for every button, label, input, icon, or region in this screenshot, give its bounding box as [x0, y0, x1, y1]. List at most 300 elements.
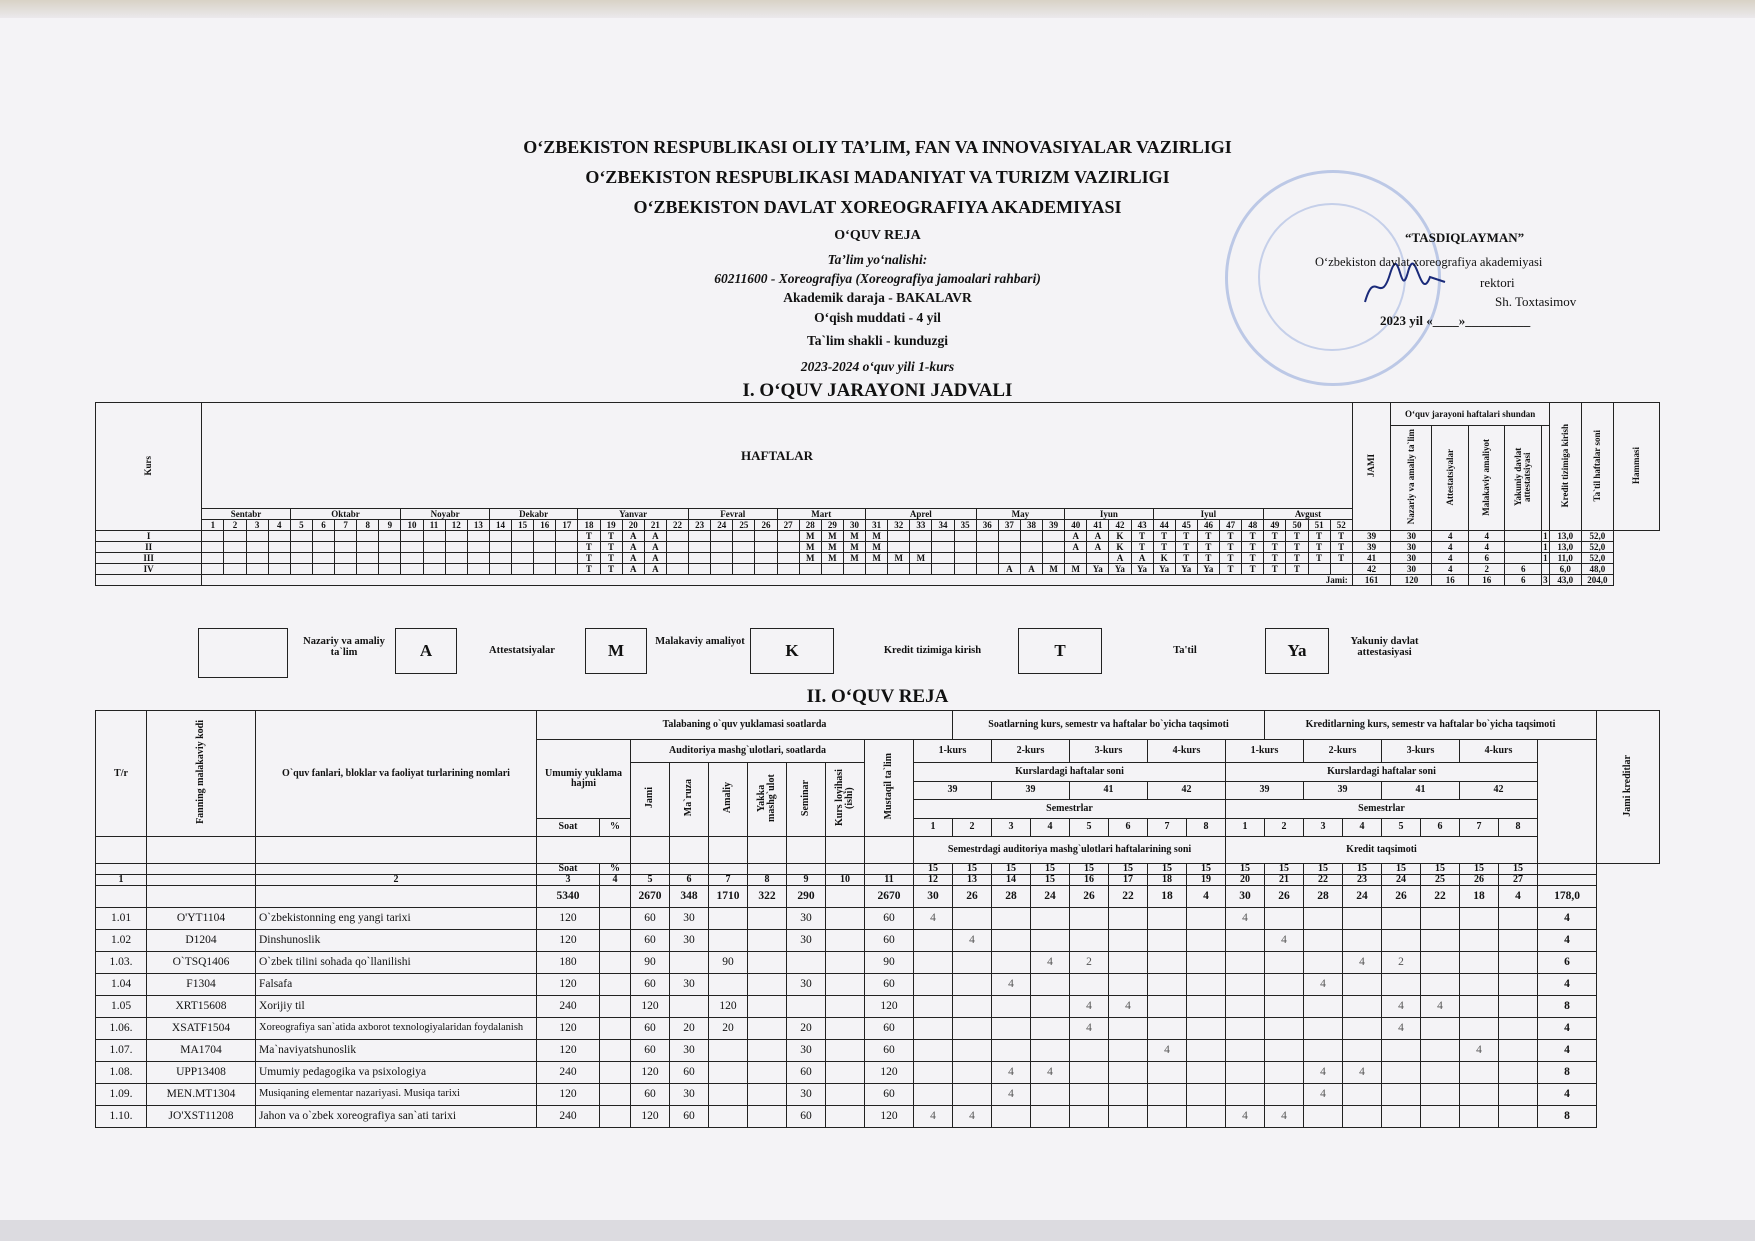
sem-hours-cell — [1031, 974, 1070, 996]
schedule-cell: Ya — [1131, 564, 1153, 575]
schedule-cell — [1043, 531, 1065, 542]
sem-hours-cell — [1031, 1084, 1070, 1106]
schedule-cell — [976, 553, 998, 564]
semestr-cell: 7 — [1148, 818, 1187, 837]
seminar-cell: 30 — [787, 974, 826, 996]
code-cell: JO'XST11208 — [147, 1106, 256, 1128]
schedule-cell: A — [1087, 542, 1109, 553]
subject-row — [96, 1062, 1660, 1084]
mustaqil-cell: 60 — [865, 1040, 914, 1062]
colnum-cell: 6 — [670, 875, 709, 886]
total-pct — [600, 886, 631, 908]
jami-kr-cell: 4 — [1538, 1084, 1597, 1106]
schedule-cell — [888, 564, 910, 575]
schedule-cell — [1043, 542, 1065, 553]
tr-cell: 1.10. — [96, 1106, 147, 1128]
subject-name-cell: Xoreografiya san`atida axborot texnologiyalaridan foydalanish — [256, 1018, 537, 1040]
kredit-cell: 1 — [1543, 552, 1548, 563]
sem-hours-cell — [1109, 974, 1148, 996]
blank-cell — [256, 886, 537, 908]
jami-kr-cell: 8 — [1538, 1062, 1597, 1084]
credits-header: Kreditlarning kurs, semestr va haftalar bo`yicha taqsimoti — [1265, 711, 1597, 740]
code-cell: XSATF1504 — [147, 1018, 256, 1040]
code-header — [147, 711, 256, 837]
semestr-cell: 2 — [1265, 818, 1304, 837]
sem-credit-cell — [1226, 1062, 1265, 1084]
sem-hours-cell: 4 — [1070, 1018, 1109, 1040]
approval-name: Sh. Toxtasimov — [1495, 294, 1577, 309]
sem-credit-cell — [1460, 952, 1499, 974]
schedule-cell: A — [1065, 531, 1087, 542]
sem-weeks-cell: 15 — [1031, 864, 1070, 875]
subject-row — [96, 1084, 1660, 1106]
schedule-cell: T — [1197, 531, 1219, 542]
summary-header: O‘quv jarayoni haftalari shundan — [1391, 403, 1549, 426]
sem-hours-cell — [1109, 930, 1148, 952]
schedule-cell: T — [1242, 564, 1264, 575]
week-number-cell: 51 — [1308, 520, 1330, 531]
month-cell: Fevral — [689, 509, 778, 520]
schedule-cell — [954, 564, 976, 575]
tr-cell: 1.07. — [96, 1040, 147, 1062]
month-cell: Oktabr — [290, 509, 401, 520]
schedule-cell — [467, 553, 489, 564]
sem-credit-cell: 4 — [1265, 930, 1304, 952]
schedule-cell: T — [578, 542, 600, 553]
blank-cell — [748, 837, 787, 864]
ministry-line-1: O‘ZBEKISTON RESPUBLIKASI OLIY TA’LIM, FAN VA INNOVASIYALAR VAZIRLIGI — [523, 137, 1232, 157]
semestr-cell: 6 — [1109, 818, 1148, 837]
blank-cell — [865, 864, 914, 875]
schedule-cell — [755, 542, 777, 553]
schedule-cell — [1308, 564, 1330, 575]
subject-row — [96, 974, 1660, 996]
schedule-cell — [290, 531, 312, 542]
total-lab: 322 — [748, 886, 787, 908]
colnum-cell: 9 — [787, 875, 826, 886]
direction-value: 60211600 - Xoreografiya (Xoreografiya jamoalari rahbari) — [714, 271, 1041, 286]
legend-label: Kredit tizimiga kirish — [883, 645, 982, 656]
schedule-cell: A — [644, 553, 666, 564]
schedule-cell — [401, 542, 423, 553]
pct-cell — [600, 1084, 631, 1106]
sem-credit-cell — [1460, 974, 1499, 996]
sem-hours-cell — [1187, 930, 1226, 952]
sem-credit-cell — [1382, 908, 1421, 930]
summary-col-header-text: Yakuniy davlat attestatsiyasi — [1513, 447, 1533, 507]
legend-box: Ya — [1265, 628, 1329, 674]
schedule-cell — [335, 531, 357, 542]
sem-hours-cell — [1148, 930, 1187, 952]
subject-row — [96, 952, 1660, 974]
schedule-cell — [910, 531, 932, 542]
week-number-cell: 46 — [1197, 520, 1219, 531]
schedule-cell — [1330, 564, 1352, 575]
sem-hours-cell: 4 — [953, 1106, 992, 1128]
approval-org: O‘zbekiston davlat xoreografiya akademiyasi — [1315, 255, 1543, 269]
tr-cell: 1.03. — [96, 952, 147, 974]
sem-hours-cell — [1109, 1084, 1148, 1106]
code-cell: MA1704 — [147, 1040, 256, 1062]
sem-hours-cell — [992, 1106, 1031, 1128]
schedule-cell: T — [600, 531, 622, 542]
schedule-row — [96, 531, 1660, 542]
sem-hours-cell — [1070, 1040, 1109, 1062]
sem-hours-cell — [992, 1018, 1031, 1040]
sem-hours-cell: 4 — [1109, 996, 1148, 1018]
schedule-cell — [689, 531, 711, 542]
week-number-cell: 16 — [534, 520, 556, 531]
week-number-cell: 22 — [666, 520, 688, 531]
sem-hours-cell: 4 — [1031, 1062, 1070, 1084]
hammasi-cell: 48,0 — [1581, 564, 1613, 575]
total-maruza: 348 — [670, 886, 709, 908]
sem-credit-cell — [1226, 996, 1265, 1018]
weeks-per-kurs-header: Kurslardagi haftalar soni — [1226, 763, 1538, 782]
sem-hours-cell — [1031, 1106, 1070, 1128]
sem-credit-cell — [1343, 1018, 1382, 1040]
sem-hours-cell — [1070, 1062, 1109, 1084]
sem-hours-cell — [1031, 930, 1070, 952]
schedule-cell: T — [1264, 531, 1286, 542]
schedule-cell — [445, 531, 467, 542]
maruza-header-text: Ma`ruza — [683, 779, 694, 817]
week-number-cell: 27 — [777, 520, 799, 531]
summary-col-header — [1432, 426, 1469, 531]
blank-cell — [537, 837, 631, 864]
attest-cell: 4 — [1432, 542, 1469, 553]
blank-cell — [709, 837, 748, 864]
jami-cell: 60 — [631, 908, 670, 930]
schedule-cell — [866, 564, 888, 575]
colnum-cell: 22 — [1304, 875, 1343, 886]
sem-hours-cell — [1187, 1106, 1226, 1128]
schedule-cell — [224, 531, 246, 542]
schedule-cell — [312, 564, 334, 575]
jami-cell: 120 — [631, 1062, 670, 1084]
sem-hours-cell — [1148, 1084, 1187, 1106]
malaka-cell: 2 — [1468, 564, 1505, 575]
pct-cell — [600, 908, 631, 930]
schedule-cell: T — [1330, 531, 1352, 542]
schedule-cell: T — [578, 531, 600, 542]
schedule-cell — [489, 542, 511, 553]
subject-row — [96, 908, 1660, 930]
hammasi-header — [1613, 403, 1659, 531]
sem-credit-cell — [1460, 908, 1499, 930]
hammasi-cell: 52,0 — [1581, 553, 1613, 564]
curriculum-table — [95, 710, 1660, 1128]
schedule-cell — [711, 542, 733, 553]
total-nazariy: 120 — [1391, 575, 1432, 586]
mustaqil-cell: 60 — [865, 930, 914, 952]
schedule-cell — [843, 564, 865, 575]
week-number-cell: 29 — [821, 520, 843, 531]
kurs-header: 3-kurs — [1070, 740, 1148, 763]
sem-credit-cell — [1382, 1106, 1421, 1128]
total-seminar: 290 — [787, 886, 826, 908]
schedule-cell — [512, 564, 534, 575]
sem-hours-cell — [953, 1084, 992, 1106]
schedule-cell: T — [1242, 553, 1264, 564]
subject-name-cell: Jahon va o`zbek xoreografiya san`ati tarixi — [256, 1106, 537, 1128]
lab-cell — [748, 996, 787, 1018]
kurs-loyiha-header — [826, 763, 865, 837]
schedule-cell — [489, 553, 511, 564]
blank-cell — [826, 837, 865, 864]
colnum-cell: 7 — [709, 875, 748, 886]
subject-name-cell: Musiqaning elementar nazariyasi. Musiqa tarixi — [256, 1084, 537, 1106]
summary-col-header — [1505, 426, 1542, 531]
kurs-header: 4-kurs — [1460, 740, 1538, 763]
total-soat: 5340 — [537, 886, 600, 908]
sem-credit-cell — [1382, 1040, 1421, 1062]
week-number-cell: 25 — [733, 520, 755, 531]
schedule-total-row — [96, 575, 1660, 586]
sem-hours-cell: 4 — [1070, 996, 1109, 1018]
schedule-cell — [202, 564, 224, 575]
schedule-cell — [976, 564, 998, 575]
kurs-loyiha-cell — [826, 1062, 865, 1084]
curriculum-header-row-7 — [96, 837, 1660, 864]
nazariy-cell: 30 — [1391, 564, 1432, 575]
seminar-header — [787, 763, 826, 837]
blank-cell — [147, 864, 256, 875]
schedule-cell — [335, 553, 357, 564]
sem-hours-cell — [1148, 996, 1187, 1018]
schedule-cell — [689, 564, 711, 575]
sem-credit-cell — [1460, 1084, 1499, 1106]
schedule-cell — [689, 553, 711, 564]
sem-credit-cell — [1499, 930, 1538, 952]
jami-header — [1352, 403, 1391, 531]
sem-credit-cell — [1226, 1084, 1265, 1106]
semestr-cell: 8 — [1499, 818, 1538, 837]
sem-credit-cell — [1499, 1062, 1538, 1084]
sem-credit-cell — [1460, 1106, 1499, 1128]
total-sem: 22 — [1109, 886, 1148, 908]
total-sem: 30 — [914, 886, 953, 908]
week-number-cell: 8 — [357, 520, 379, 531]
kurs-header: 1-kurs — [1226, 740, 1304, 763]
schedule-cell — [666, 531, 688, 542]
summary-col-header-text: Malakaviy amaliyot — [1481, 438, 1492, 516]
duration: O‘qish muddati - 4 yil — [814, 310, 941, 325]
mustaqil-cell: 90 — [865, 952, 914, 974]
sem-credit-cell — [1304, 996, 1343, 1018]
week-number-cell: 52 — [1330, 520, 1352, 531]
total-mustaqil: 2670 — [865, 886, 914, 908]
total-cr: 18 — [1460, 886, 1499, 908]
schedule-cell: T — [1131, 531, 1153, 542]
nazariy-cell: 30 — [1391, 553, 1432, 564]
sem-credit-cell — [1265, 908, 1304, 930]
tr-cell: 1.01 — [96, 908, 147, 930]
schedule-cell — [357, 531, 379, 542]
schedule-row — [96, 542, 1660, 553]
jami-cell: 90 — [631, 952, 670, 974]
code-cell: MEN.MT1304 — [147, 1084, 256, 1106]
sem-hours-cell — [1031, 1040, 1070, 1062]
schedule-cell: Ya — [1153, 564, 1175, 575]
subject-row — [96, 930, 1660, 952]
week-number-cell: 20 — [622, 520, 644, 531]
total-jami: 2670 — [631, 886, 670, 908]
lab-header-text: Yakka mashg`ulot — [756, 774, 777, 822]
subject-name-cell: O`zbekistonning eng yangi tarixi — [256, 908, 537, 930]
soat-cell: 120 — [537, 908, 600, 930]
sem-hours-cell — [914, 930, 953, 952]
schedule-cell: A — [1065, 542, 1087, 553]
colnum-cell: 21 — [1265, 875, 1304, 886]
summary-col-header — [1468, 426, 1505, 531]
schedule-cell: A — [1131, 553, 1153, 564]
sem-hours-cell — [1187, 908, 1226, 930]
maruza-cell: 60 — [670, 1106, 709, 1128]
maruza-cell: 30 — [670, 930, 709, 952]
legend-label: Attestatsiyalar — [489, 645, 555, 656]
schedule-cell — [910, 542, 932, 553]
sem-credit-cell — [1343, 1040, 1382, 1062]
colnum-cell: 19 — [1187, 875, 1226, 886]
sem-hours-cell — [992, 908, 1031, 930]
attest-cell: 4 — [1432, 531, 1469, 542]
seminar-cell: 60 — [787, 1106, 826, 1128]
maruza-cell — [670, 952, 709, 974]
colnum-cell: 15 — [1031, 875, 1070, 886]
colnum-cell: 20 — [1226, 875, 1265, 886]
semestr-cell: 3 — [992, 818, 1031, 837]
total-sem: 28 — [992, 886, 1031, 908]
degree: Akademik daraja - BAKALAVR — [783, 290, 972, 305]
soat-cell: 240 — [537, 1106, 600, 1128]
sem-hours-cell — [1109, 952, 1148, 974]
kurs-header: 3-kurs — [1382, 740, 1460, 763]
sem-credit-cell — [1343, 996, 1382, 1018]
seminar-cell: 30 — [787, 908, 826, 930]
kurs-weeks-cell: 39 — [1304, 781, 1382, 800]
colnum-cell: 4 — [600, 875, 631, 886]
maruza-cell: 60 — [670, 1062, 709, 1084]
jami-header — [631, 763, 670, 837]
schedule-cell — [357, 542, 379, 553]
blank-cell — [709, 864, 748, 875]
schedule-cell: T — [1330, 553, 1352, 564]
hammasi-cell: 52,0 — [1581, 531, 1613, 542]
pct-label: % — [600, 864, 631, 875]
sem-hours-cell — [1070, 974, 1109, 996]
schedule-cell — [534, 542, 556, 553]
legend-box: T — [1018, 628, 1102, 674]
schedule-cell: A — [622, 531, 644, 542]
legend-box: A — [395, 628, 457, 674]
sem-credit-cell — [1421, 1018, 1460, 1040]
maruza-cell: 30 — [670, 974, 709, 996]
section-2-title: II. O‘QUV REJA — [806, 686, 949, 707]
name-header: O`quv fanlari, bloklar va faoliyat turlarining nomlari — [256, 711, 537, 837]
schedule-cell — [379, 553, 401, 564]
sem-weeks-cell: 15 — [1148, 864, 1187, 875]
total-kurs — [826, 886, 865, 908]
week-number-cell: 34 — [932, 520, 954, 531]
week-number-cell: 31 — [866, 520, 888, 531]
semestr-cell: 5 — [1382, 818, 1421, 837]
mustaqil-cell: 60 — [865, 1084, 914, 1106]
schedule-cell — [976, 531, 998, 542]
semestr-cell: 2 — [953, 818, 992, 837]
sem-hours-cell — [914, 952, 953, 974]
sem-hours-cell — [914, 1018, 953, 1040]
sem-credit-cell — [1265, 1018, 1304, 1040]
schedule-cell — [224, 553, 246, 564]
kurs-header: 2-kurs — [1304, 740, 1382, 763]
jami-cell: 60 — [631, 1084, 670, 1106]
week-number-cell: 50 — [1286, 520, 1308, 531]
schedule-cell — [976, 542, 998, 553]
sem-hours-cell — [992, 930, 1031, 952]
subject-name-cell: Dinshunoslik — [256, 930, 537, 952]
schedule-cell: Ya — [1087, 564, 1109, 575]
lab-cell — [748, 1040, 787, 1062]
semestr-cell: 7 — [1460, 818, 1499, 837]
kredit-cell: 1 — [1543, 541, 1548, 552]
code-cell: XRT15608 — [147, 996, 256, 1018]
colnum-cell: 23 — [1343, 875, 1382, 886]
schedule-cell: T — [1131, 542, 1153, 553]
schedule-cell — [467, 564, 489, 575]
lab-cell — [748, 930, 787, 952]
pct-cell — [600, 1062, 631, 1084]
jami-header-text: JAMI — [1366, 454, 1377, 477]
hours-header: Talabaning o`quv yuklamasi soatlarda — [537, 711, 953, 740]
sem-hours-cell — [992, 952, 1031, 974]
sem-hours-cell — [953, 908, 992, 930]
sem-credit-cell: 4 — [1382, 996, 1421, 1018]
code-cell: O`TSQ1406 — [147, 952, 256, 974]
lab-cell — [748, 1106, 787, 1128]
schedule-cell — [290, 553, 312, 564]
schedule-cell — [246, 542, 268, 553]
sem-hours-cell — [1187, 1040, 1226, 1062]
schedule-cell: M — [799, 553, 821, 564]
sem-credit-cell: 4 — [1421, 996, 1460, 1018]
sem-hours-cell: 4 — [914, 908, 953, 930]
colnum-cell: 5 — [631, 875, 670, 886]
jami-kr-cell: 6 — [1538, 952, 1597, 974]
sem-hours-cell — [992, 996, 1031, 1018]
schedule-cell — [821, 564, 843, 575]
code-header-text: Fanning malakaviy kodi — [195, 720, 206, 824]
total-header: Umumiy yuklama hajmi — [537, 740, 631, 819]
sem-credit-cell — [1226, 1018, 1265, 1040]
schedule-cell — [379, 542, 401, 553]
aud-weeks-header: Semestrdagi auditoriya mashg`ulotlari haftalarining soni — [914, 837, 1226, 864]
pct-cell — [600, 952, 631, 974]
schedule-cell — [534, 531, 556, 542]
blank-cell — [256, 837, 537, 864]
legend-box: K — [750, 628, 834, 674]
yakuniy-cell — [1505, 553, 1542, 564]
sem-credit-cell — [1265, 974, 1304, 996]
week-number-cell: 45 — [1175, 520, 1197, 531]
weeks-per-kurs-header: Kurslardagi haftalar soni — [914, 763, 1226, 782]
mustaqil-cell: 60 — [865, 908, 914, 930]
sem-credit-cell — [1304, 1018, 1343, 1040]
semestr-cell: 1 — [1226, 818, 1265, 837]
tatil-cell: 11,0 — [1549, 553, 1581, 564]
amaliy-header — [709, 763, 748, 837]
week-number-cell: 35 — [954, 520, 976, 531]
